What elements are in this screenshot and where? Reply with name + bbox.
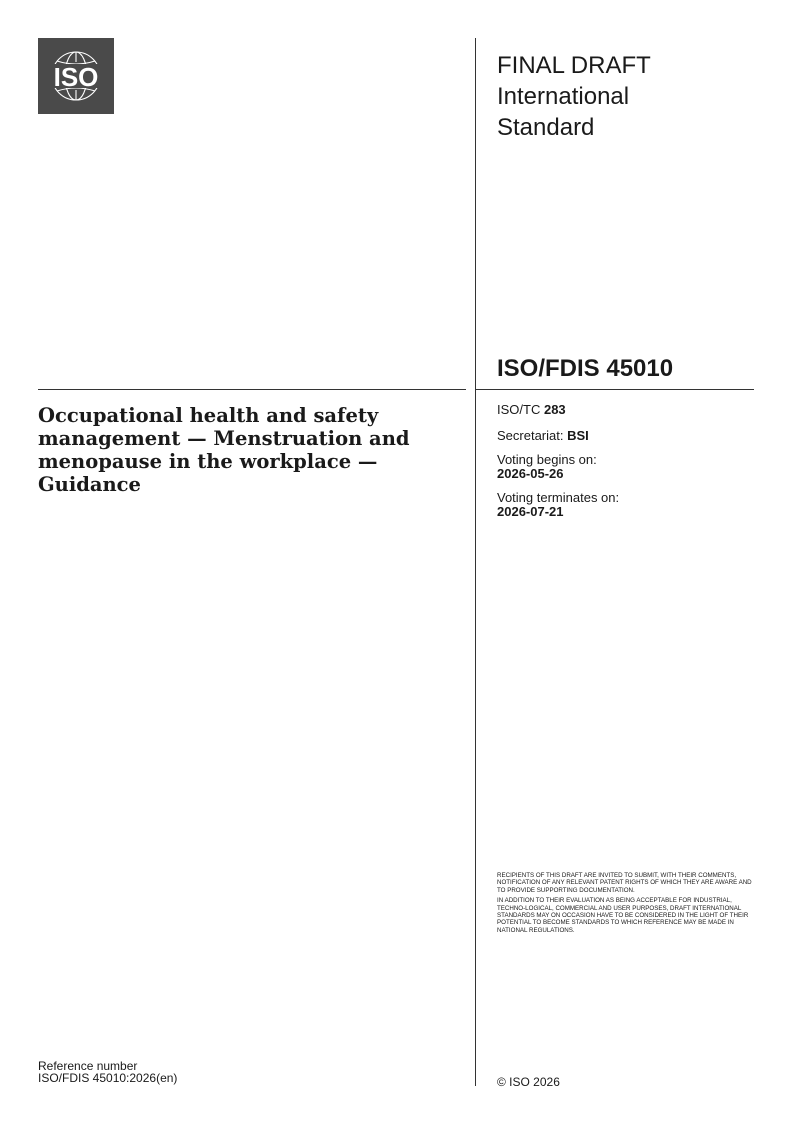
title-rule-left — [38, 389, 466, 390]
iso-logo — [38, 38, 114, 114]
recipients-notice — [497, 872, 752, 937]
voting-begins — [497, 453, 757, 481]
draft-line-2: International — [497, 83, 630, 110]
document-title: Occupational health and safety management — Menstruation and menopause in the workplace — Guidance — [38, 404, 410, 496]
draft-line-1: FINAL DRAFT — [497, 52, 651, 79]
secretariat — [497, 429, 757, 443]
document-metadata — [497, 403, 757, 531]
secretariat-label: Secretariat: — [497, 428, 564, 443]
copyright-notice: © ISO 2026 — [497, 1075, 560, 1089]
tc-value: 283 — [543, 402, 566, 417]
voting-terminates-label: Voting terminates on: — [497, 490, 620, 505]
reference-number — [38, 1060, 177, 1084]
standard-number: ISO/FDIS 45010 — [497, 355, 674, 382]
secretariat-value: BSI — [567, 428, 589, 443]
globe-icon — [38, 38, 114, 114]
voting-begins-value: 2026-05-26 — [497, 466, 564, 481]
title-rule-right — [475, 389, 754, 390]
tc-label: ISO/TC — [497, 402, 541, 417]
draft-line-3: Standard — [497, 114, 595, 141]
reference-label: Reference number — [38, 1059, 138, 1073]
notice-paragraph-1: RECIPIENTS OF THIS DRAFT ARE INVITED TO SUBMIT, WITH THEIR COMMENTS, NOTIFICATION OF ANY RELEVANT PATENT RIGHTS OF WHICH THEY ARE AWARE AND TO PROVIDE SUPPORTING DOCUMENTATION. — [497, 872, 752, 894]
voting-terminates-value: 2026-07-21 — [497, 504, 564, 519]
logo-text: ISO — [53, 62, 99, 92]
technical-committee — [497, 403, 757, 417]
column-divider — [475, 38, 476, 1086]
reference-value: ISO/FDIS 45010:2026(en) — [38, 1071, 178, 1085]
notice-paragraph-2: IN ADDITION TO THEIR EVALUATION AS BEING ACCEPTABLE FOR INDUSTRIAL, TECHNO-LOGICAL, COMMERCIAL AND USER PURPOSES, DRAFT INTERNATIONAL STANDARDS MAY ON OCCASION HAVE TO BE CONSIDERED IN THE LIGHT OF THEIR POTENTIAL TO BECOME STANDARDS TO WHICH REFERENCE MAY BE MADE IN NATIONAL REGULATIONS. — [497, 897, 749, 934]
voting-terminates — [497, 491, 757, 519]
voting-begins-label: Voting begins on: — [497, 452, 597, 467]
draft-status — [497, 50, 757, 143]
